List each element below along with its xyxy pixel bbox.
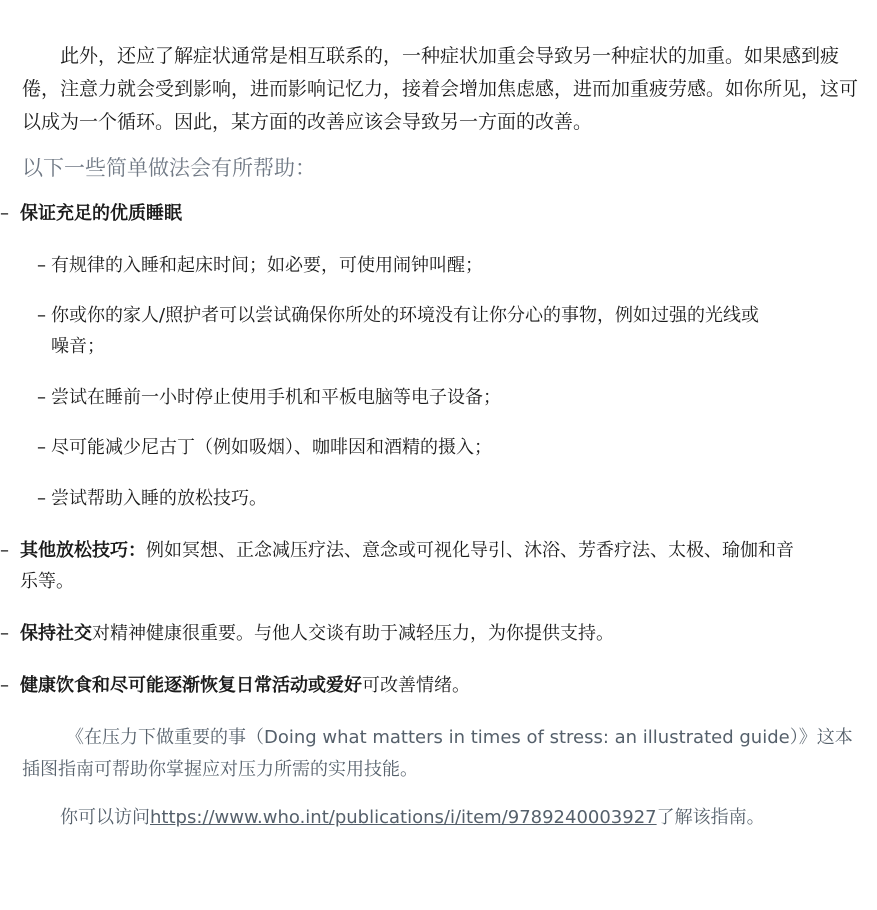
bullet-relax-text: 例如冥想、正念减压疗法、意念或可视化导引、沐浴、芳香疗法、太极、瑜伽和音 [146,540,794,561]
sleep-item-2-text: 你或你的家人/照护者可以尝试确保你所处的环境没有让你分心的事物，例如过强的光线或 [51,305,760,326]
sleep-item-4 [37,432,857,463]
bullet-social [0,618,614,649]
sleep-item-2 [37,300,857,362]
sleep-item-5-text: 尝试帮助入睡的放松技巧。 [51,488,267,509]
visit-prefix: 你可以访问 [60,807,150,828]
bullet-dash: – [0,203,9,224]
bullet-diet-text: 可改善情绪。 [362,675,470,696]
bullet-diet [0,670,470,701]
bullet-relax-title: 其他放松技巧： [20,540,146,561]
guide-paragraph [22,722,862,786]
sleep-item-4-text: 尽可能减少尼古丁（例如吸烟）、咖啡因和酒精的摄入； [51,437,492,458]
bullet-dash: – [0,675,9,696]
sleep-item-3 [37,382,857,413]
sub-dash: – [37,305,46,326]
who-guide-link[interactable]: https://www.who.int/publications/i/item/9789240003927 [150,807,657,828]
sub-dash: – [37,488,46,509]
tips-heading: 以下一些简单做法会有所帮助： [22,156,316,180]
bullet-relax [0,535,870,597]
bullet-dash: – [0,540,9,561]
intro-paragraph [22,40,862,139]
sub-dash: – [37,387,46,408]
sub-dash: – [37,255,46,276]
bullet-diet-title: 健康饮食和尽可能逐渐恢复日常活动或爱好 [20,675,362,696]
visit-paragraph [60,803,765,829]
bullet-social-title: 保持社交 [20,623,92,644]
bullet-social-text: 对精神健康很重要。与他人交谈有助于减轻压力，为你提供支持。 [92,623,614,644]
sleep-item-5 [37,483,857,514]
intro-text: 此外，还应了解症状通常是相互联系的，一种症状加重会导致另一种症状的加重。如果感到疲倦，注意力就会受到影响，进而影响记忆力，接着会增加焦虑感，进而加重疲劳感。如你所见，这可以成为一个循环。因此，某方面的改善应该会导致另一方面的改善。 [22,45,859,133]
sleep-item-2-continuation: 噪音； [51,336,105,357]
sleep-item-3-text: 尝试在睡前一小时停止使用手机和平板电脑等电子设备； [51,387,501,408]
bullet-sleep [0,198,182,229]
sleep-item-1-text: 有规律的入睡和起床时间；如必要，可使用闹钟叫醒； [51,255,483,276]
sleep-item-1 [37,250,857,281]
bullet-sleep-title: 保证充足的优质睡眠 [20,203,182,224]
bullet-dash: – [0,623,9,644]
bullet-relax-text-cont: 乐等。 [20,571,74,592]
guide-text: 《在压力下做重要的事（Doing what matters in times of stress: an illustrated guide）》这本插图指南可帮助你掌握应对压力所需的实用技能。 [22,727,853,780]
visit-suffix: 了解该指南。 [656,807,765,828]
sub-dash: – [37,437,46,458]
